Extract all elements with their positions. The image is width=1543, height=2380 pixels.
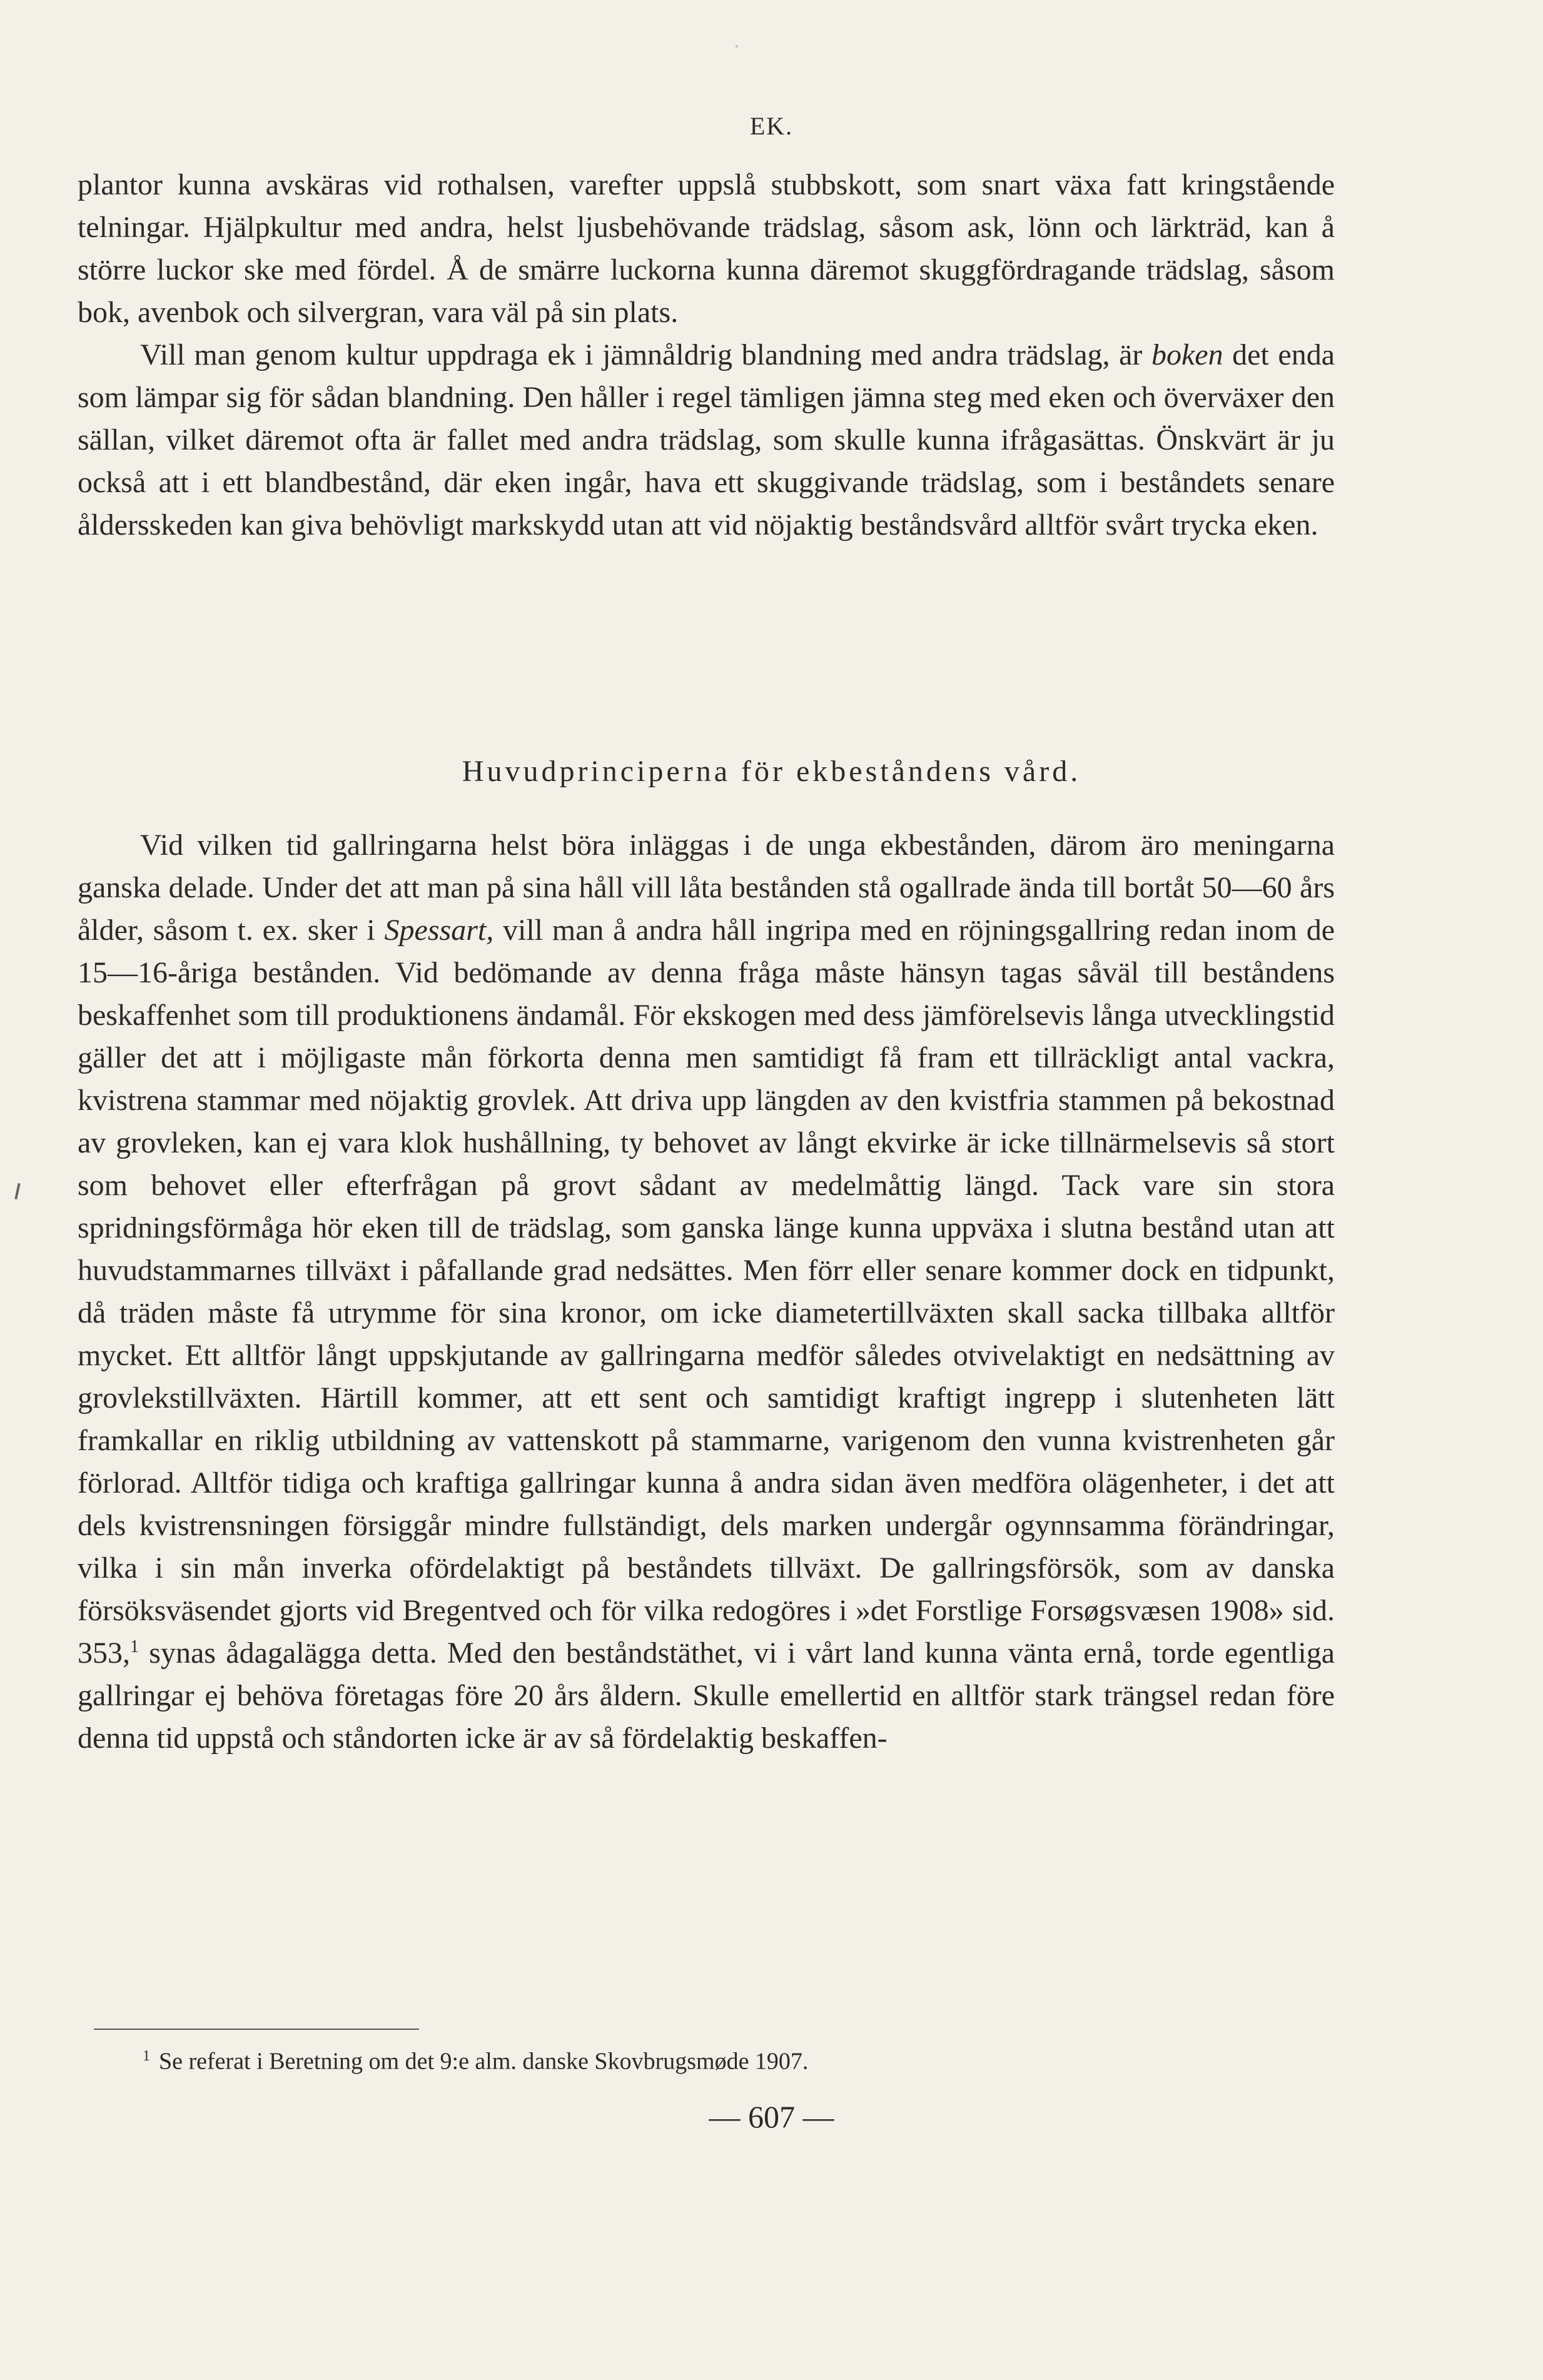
paragraph-3-part-b: vill man å andra håll ingripa med en röjningsgallring redan inom de 15—16-åriga bestånden. Vid bedömande av denna fråga måste hänsyn tagas såväl till beståndens beskaffenhet som till produktionens ändamål. För ekskogen med dess jämförelsevis långa utvecklingstid gäller det att i möjligaste mån förkorta denna men samtidigt få fram ett tillräckligt antal vackra, kvistrena stammar med nöjaktig grovlek. Att driva upp längden av den kvistfria stammen på bekostnad av grovleken, kan ej vara klok hushållning, ty behovet av långt ekvirke är icke tillnärmelsevis så stort som behovet eller efterfrågan på grovt sådant av medelmåttig längd. Tack vare sin stora spridningsförmåga hör eken till de trädslag, som ganska länge kunna uppväxa i slutna bestånd utan att huvudstammarnes tillväxt i påfallande grad nedsättes. Men förr eller senare kommer dock en tidpunkt, då träden måste få utrymme för sina kronor, om icke diametertillväxten skall sacka tillbaka alltför mycket. Ett alltför långt uppskjutande av gallringarna medför således otvivelaktigt en nedsättning av grovlekstillväxten. Härtill kommer, att ett sent och samtidigt kraftigt ingrepp i slutenheten lätt framkallar en riklig utbildning av vattenskott på stammarne, varigenom den vunna kvistrenheten går förlorad. Alltför tidiga och kraftiga gallringar kunna å andra sidan även medföra olägenheter, i det att dels kvistrensningen försiggår mindre fullständigt, dels marken undergår ogynnsamma förändringar, vilka i sin mån inverka ofördelaktigt på beståndets tillväxt. De gallringsförsök, som av danska försöksväsendet gjorts vid Bregentved och för vilka redogöres i »det Forstlige Forsøgsvæsen 1908» sid. 353, xyxy=(78,914,1335,1670)
footnote-marker: 1 xyxy=(143,2048,150,2064)
paragraph-3 xyxy=(78,824,1335,1760)
margin-pencil-mark xyxy=(14,1183,20,1199)
paragraph-3-part-a: Vid vilken tid gallringarna helst böra inläggas i de unga ekbestånden, därom äro meningarna ganska delade. Under det att man på sina håll vill låta bestånden stå ogallrade ända till bortåt 50—60 års ålder, såsom t. ex. sker i xyxy=(78,829,1335,947)
paper-speck xyxy=(736,45,738,48)
paragraph-1: plantor kunna avskäras vid rothalsen, varefter uppslå stubbskott, som snart växa fatt kringstående telningar. Hjälpkultur med andra, helst ljusbehövande trädslag, såsom ask, lönn och lärkträd, kan å större luckor ske med fördel. Å de smärre luckorna kunna däremot skuggfördragande trädslag, såsom bok, avenbok och silvergran, vara väl på sin plats. xyxy=(78,168,1335,329)
footnote xyxy=(143,2040,808,2078)
paragraph-2-emphasis: boken xyxy=(1151,338,1223,371)
paragraph-3-emphasis: Spessart, xyxy=(384,914,494,947)
footnote-text: Se referat i Beretning om det 9:e alm. danske Skovbrugsmøde 1907. xyxy=(159,2048,809,2075)
text-block-upper xyxy=(78,164,1335,547)
page-number: — 607 — xyxy=(709,2099,834,2134)
paragraph-2-part-b: det enda som lämpar sig för sådan blandning. Den håller i regel tämligen jämna steg med eken och överväxer den sällan, vilket däremot ofta är fallet med andra trädslag, som skulle kunna ifrågasättas. Önskvärt är ju också att i ett blandbestånd, där eken ingår, hava ett skuggivande trädslag, som i beståndets senare åldersskeden kan giva behövligt markskydd utan att vid nöjaktig beståndsvård alltför svårt trycka eken. xyxy=(78,338,1335,542)
paragraph-2 xyxy=(78,334,1335,547)
footnote-divider xyxy=(94,2029,419,2030)
running-header: EK. xyxy=(749,112,794,140)
text-block-lower xyxy=(78,824,1335,1760)
section-heading: Huvudprinciperna för ekbeståndens vård. xyxy=(462,755,1081,788)
paragraph-3-part-c: synas ådagalägga detta. Med den beståndstäthet, vi i vårt land kunna vänta ernå, torde egentliga gallringar ej behöva företagas före 20 års åldern. Skulle emellertid en alltför stark trängsel redan före denna tid uppstå och ståndorten icke är av så fördelaktig beskaffen- xyxy=(78,1636,1335,1755)
paragraph-2-part-a: Vill man genom kultur uppdraga ek i jämnåldrig blandning med andra trädslag, är xyxy=(140,338,1151,371)
footnote-reference: 1 xyxy=(130,1637,139,1656)
